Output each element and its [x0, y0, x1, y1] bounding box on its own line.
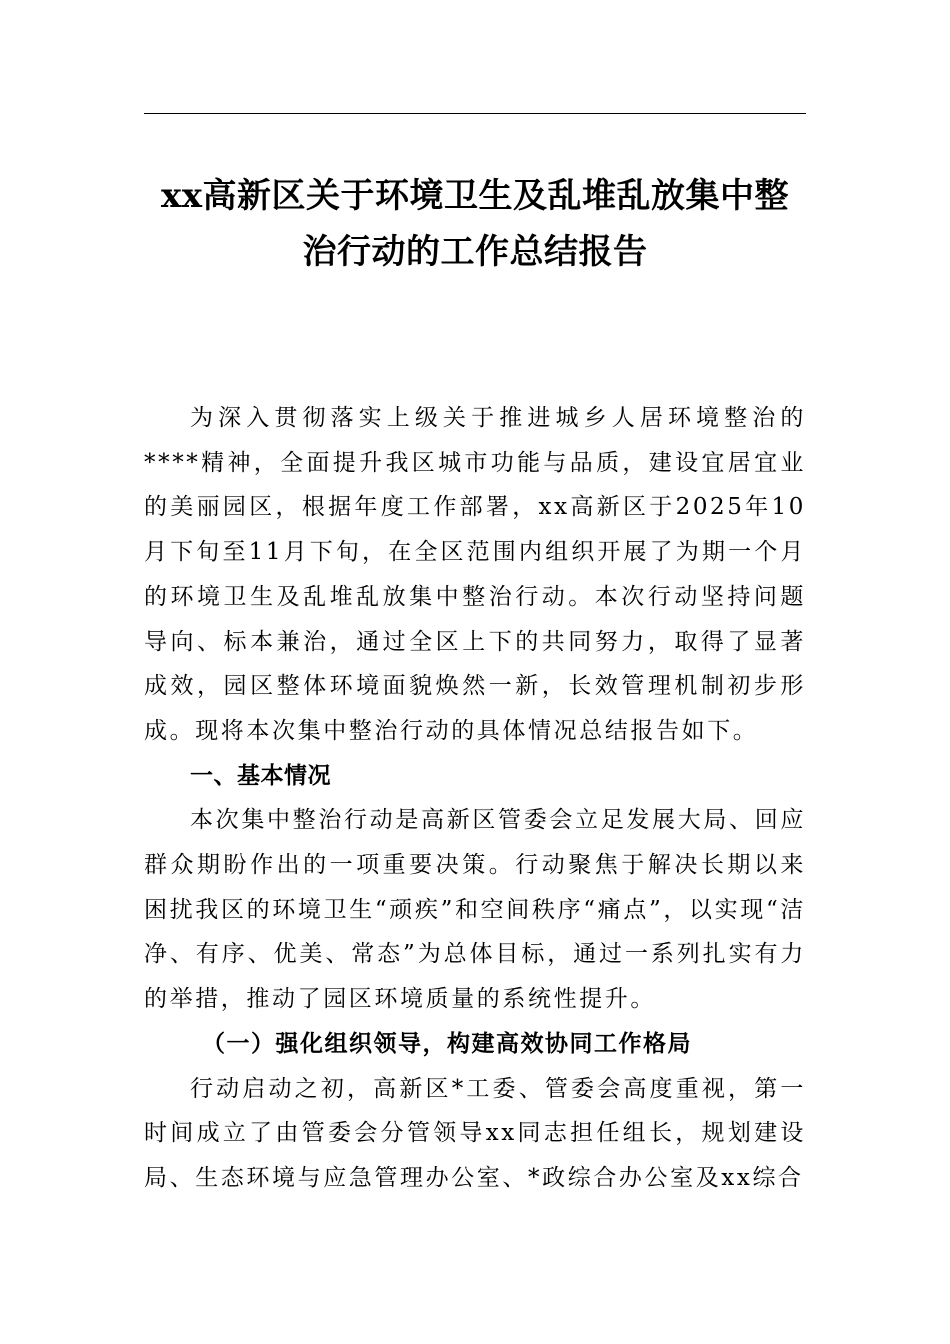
title-line-1: xx高新区关于环境卫生及乱堆乱放集中整	[160, 176, 790, 216]
document-title	[144, 168, 806, 280]
document-body	[144, 396, 806, 1201]
section-heading-basic-situation: 一、基本情况	[190, 762, 331, 789]
section1-paragraph: 本次集中整治行动是高新区管委会立足发展大局、回应群众期盼作出的一项重要决策。行动聚焦于解决长期以来困扰我区的环境卫生“顽疾”和空间秩序“痛点”，以实现“洁净、有序、优美、常态”为总体目标，通过一系列扎实有力的举措，推动了园区环境质量的系统性提升。	[144, 807, 806, 1013]
subsection1-paragraph: 行动启动之初，高新区*工委、管委会高度重视，第一时间成立了由管委会分管领导xx同志担任组长，规划建设局、生态环境与应急管理办公室、*政综合办公室及xx综合	[144, 1075, 806, 1191]
intro-paragraph: 为深入贯彻落实上级关于推进城乡人居环境整治的****精神，全面提升我区城市功能与品质，建设宜居宜业的美丽园区，根据年度工作部署，xx高新区于2025年10月下旬至11月下旬，在全区范围内组织开展了为期一个月的环境卫生及乱堆乱放集中整治行动。本次行动坚持问题导向、标本兼治，通过全区上下的共同努力，取得了显著成效，园区整体环境面貌焕然一新，长效管理机制初步形成。现将本次集中整治行动的具体情况总结报告如下。	[144, 405, 806, 744]
subsection-heading-organization: （一）强化组织领导，构建高效协同工作格局	[202, 1029, 692, 1057]
title-line-2: 治行动的工作总结报告	[302, 232, 648, 272]
header-rule	[144, 113, 806, 114]
